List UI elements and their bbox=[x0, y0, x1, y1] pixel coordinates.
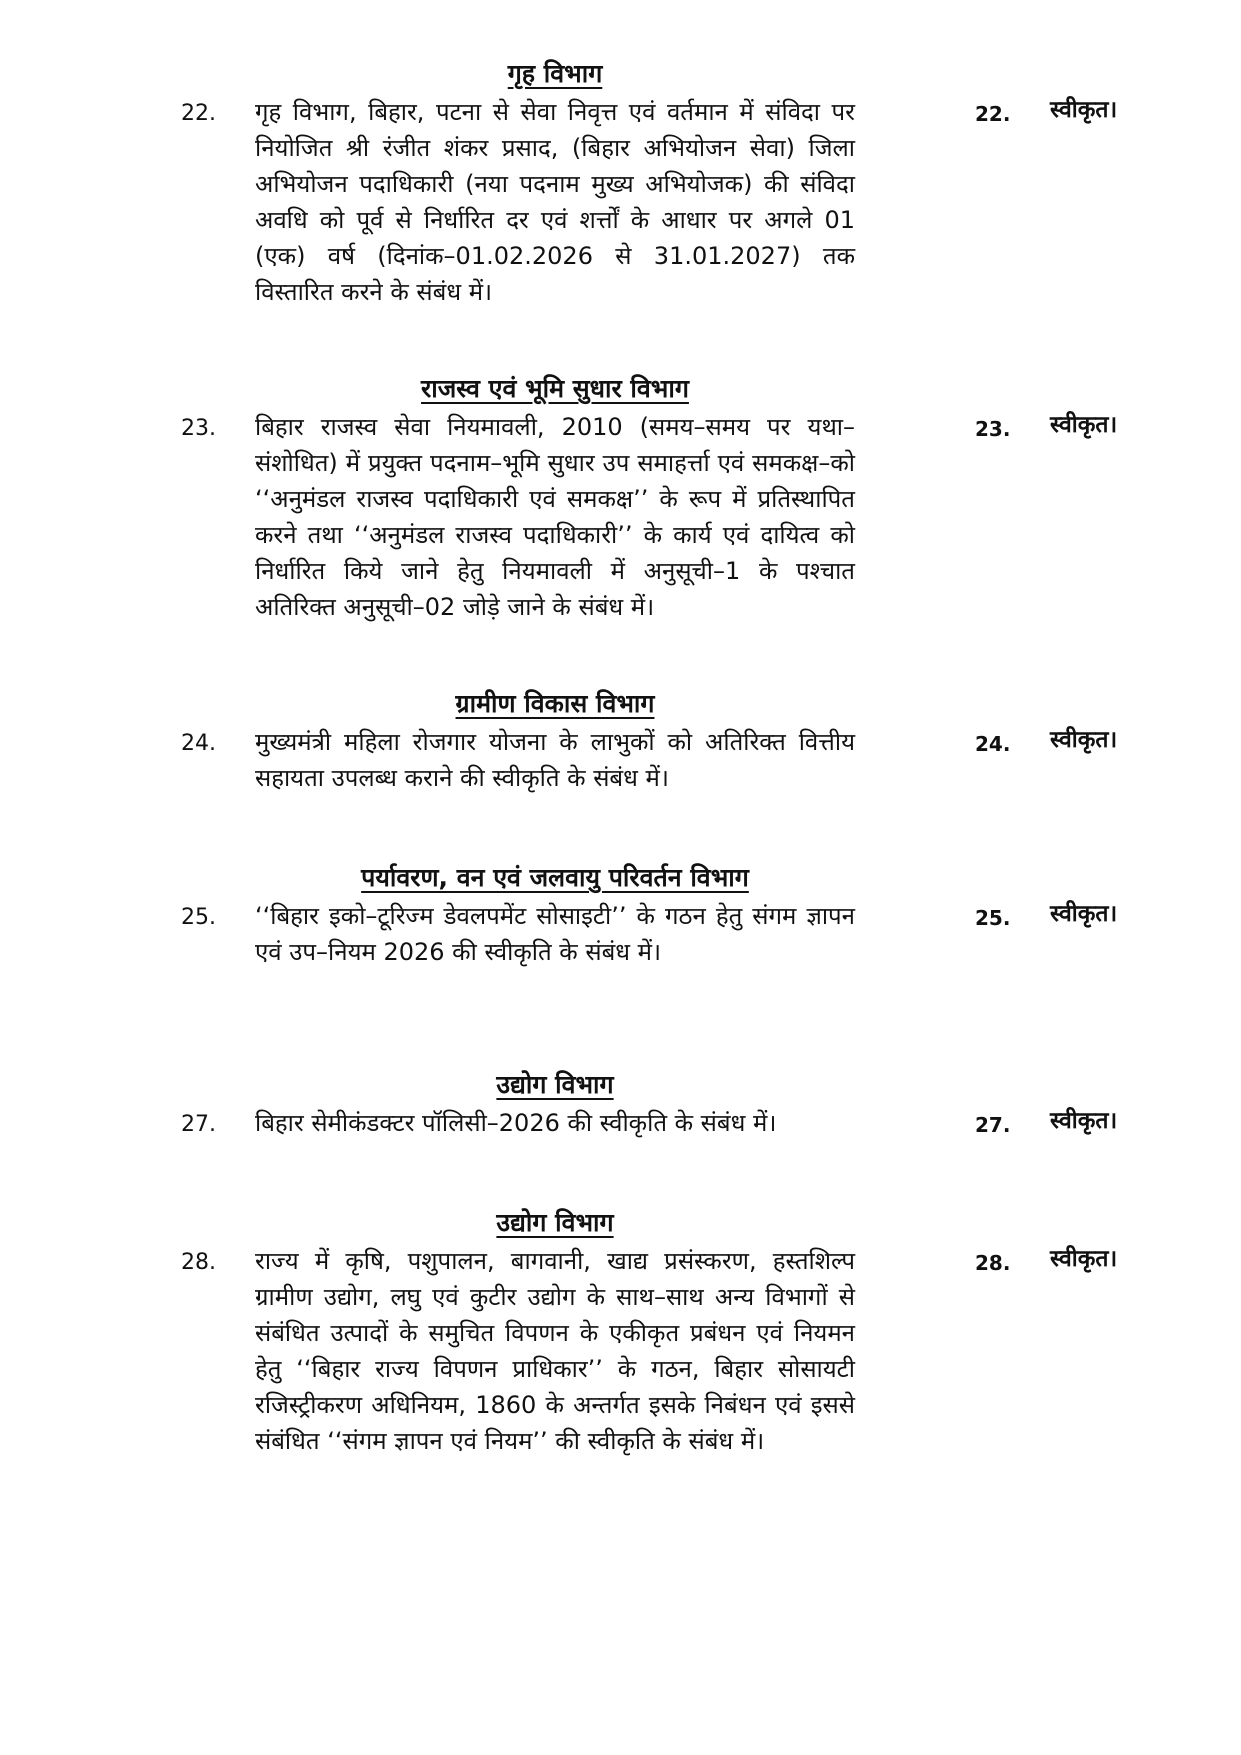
decision-number: 28. bbox=[975, 1251, 1011, 1275]
department-heading: उद्योग विभाग bbox=[496, 1070, 614, 1099]
decision-number: 25. bbox=[975, 906, 1011, 930]
item-description: ‘‘बिहार इको–टूरिज्म डेवलपमेंट सोसाइटी’’ के गठन हेतु संगम ज्ञापन एवं उप–नियम 2026 की स्वीकृति के संबंध में। bbox=[255, 902, 855, 966]
decision-status: स्वीकृत। bbox=[1050, 97, 1118, 123]
item-description: बिहार सेमीकंडक्टर पॉलिसी–2026 की स्वीकृति के संबंध में। bbox=[255, 1109, 777, 1137]
department-heading: पर्यावरण, वन एवं जलवायु परिवर्तन विभाग bbox=[361, 863, 749, 892]
decision-status: स्वीकृत। bbox=[1050, 1108, 1118, 1134]
decision-number: 24. bbox=[975, 732, 1011, 756]
item-description: राज्य में कृषि, पशुपालन, बागवानी, खाद्य प्रसंस्करण, हस्तशिल्प ग्रामीण उद्योग, लघु एवं कुटीर उद्योग के साथ–साथ अन्य विभागों से संबंधित उत्पादों के समुचित विपणन के एकीकृत प्रबंधन एवं नियमन हेतु ‘‘बिहार राज्य विपणन प्राधिकार’’ के गठन, बिहार सोसायटी रजिस्ट्रीकरण अधिनियम, 1860 के अन्तर्गत इसके निबंधन एवं इससे संबंधित ‘‘संगम ज्ञापन एवं नियम’’ की स्वीकृति के संबंध में। bbox=[255, 1247, 855, 1455]
decision-status: स्वीकृत। bbox=[1050, 1246, 1118, 1272]
decision-number: 27. bbox=[975, 1113, 1011, 1137]
item-number: 27. bbox=[181, 1112, 216, 1137]
decision-status: स्वीकृत। bbox=[1050, 901, 1118, 927]
decision-number: 23. bbox=[975, 417, 1011, 441]
item-description: मुख्यमंत्री महिला रोजगार योजना के लाभुकों को अतिरिक्त वित्तीय सहायता उपलब्ध कराने की स्वीकृति के संबंध में। bbox=[255, 728, 855, 792]
item-description: बिहार राजस्व सेवा नियमावली, 2010 (समय–समय पर यथा–संशोधित) में प्रयुक्त पदनाम–भूमि सुधार उप समाहर्त्ता एवं समकक्ष–को ‘‘अनुमंडल राजस्व पदाधिकारी एवं समकक्ष’’ के रूप में प्रतिस्थापित करने तथा ‘‘अनुमंडल राजस्व पदाधिकारी’’ के कार्य एवं दायित्व को निर्धारित किये जाने हेतु नियमावली में अनुसूची–1 के पश्चात अतिरिक्त अनुसूची–02 जोड़े जाने के संबंध में। bbox=[255, 413, 855, 621]
item-number: 28. bbox=[181, 1250, 216, 1275]
decision-status: स्वीकृत। bbox=[1050, 727, 1118, 753]
item-number: 23. bbox=[181, 416, 216, 441]
decision-number: 22. bbox=[975, 102, 1011, 126]
item-description: गृह विभाग, बिहार, पटना से सेवा निवृत्त एवं वर्तमान में संविदा पर नियोजित श्री रंजीत शंकर प्रसाद, (बिहार अभियोजन सेवा) जिला अभियोजन पदाधिकारी (नया पदनाम मुख्य अभियोजक) की संविदा अवधि को पूर्व से निर्धारित दर एवं शर्त्तों के आधार पर अगले 01 (एक) वर्ष (दिनांक–01.02.2026 से 31.01.2027) तक विस्तारित करने के संबंध में। bbox=[255, 98, 855, 306]
department-heading: उद्योग विभाग bbox=[496, 1208, 614, 1237]
department-heading: ग्रामीण विकास विभाग bbox=[455, 689, 655, 718]
item-number: 25. bbox=[181, 905, 216, 930]
department-heading: गृह विभाग bbox=[507, 59, 603, 88]
item-number: 22. bbox=[181, 101, 216, 126]
decision-status: स्वीकृत। bbox=[1050, 412, 1118, 438]
department-heading: राजस्व एवं भूमि सुधार विभाग bbox=[421, 374, 689, 403]
item-number: 24. bbox=[181, 731, 216, 756]
